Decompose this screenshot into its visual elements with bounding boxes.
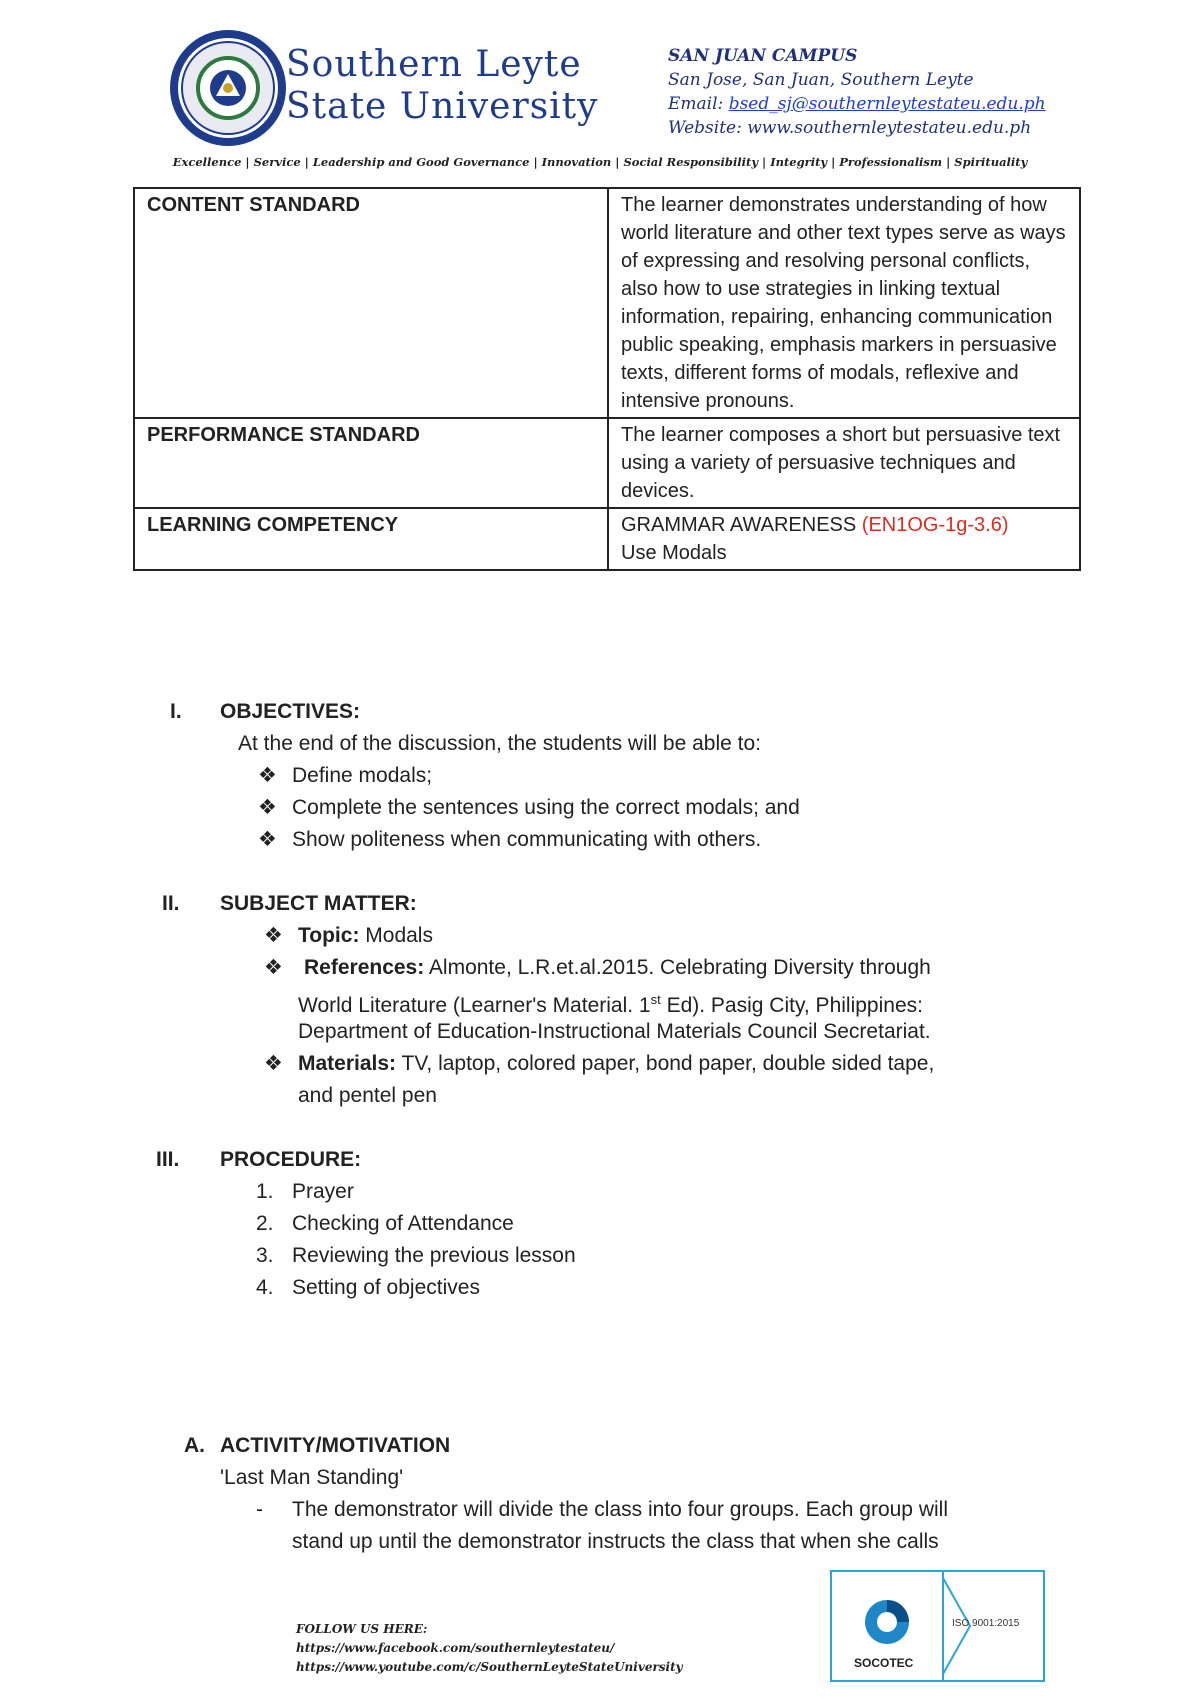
activity-dash: - [256,1498,263,1521]
procedure-number: III. [156,1148,180,1171]
performance-standard-text: The learner composes a short but persuasive text using a variety of persuasive techniques and devices. [608,418,1080,508]
campus-email [668,92,1046,116]
diamond-bullet-icon: ❖ [264,1052,283,1075]
references-item [304,952,931,984]
procedure-item-number: 3. [256,1244,274,1267]
procedure-item: Checking of Attendance [292,1212,514,1235]
diamond-bullet-icon: ❖ [264,924,283,947]
activity-line2: stand up until the demonstrator instructs the class that when she calls [292,1530,939,1553]
diamond-bullet-icon: ❖ [264,956,283,979]
objectives-number: I. [170,700,182,723]
diamond-bullet-icon: ❖ [258,764,277,787]
topic-label: Topic: [298,924,360,947]
follow-label: FOLLOW US HERE: [296,1622,428,1636]
university-name-line2: State University [286,86,599,127]
standards-table [133,187,1081,571]
objective-item: Define modals; [292,764,433,787]
activity-letter: A. [184,1434,205,1457]
topic-item [298,920,433,952]
core-values: Excellence | Service | Leadership and Good Governance | Innovation | Social Responsibility | Integrity | Professionalism | Spirituality [172,155,1028,169]
diamond-bullet-icon: ❖ [258,796,277,819]
procedure-title: PROCEDURE: [220,1148,362,1171]
table-row [134,188,1080,418]
campus-name: SAN JUAN CAMPUS [668,46,858,66]
objectives-title: OBJECTIVES: [220,700,361,723]
subject-matter-number: II. [162,892,180,915]
email-link[interactable]: bsed_sj@southernleytestateu.edu.ph [728,94,1046,114]
materials-label: Materials: [298,1052,397,1075]
university-seal-logo [168,28,288,148]
university-name-line1: Southern Leyte [286,44,582,85]
table-row [134,508,1080,570]
procedure-item: Setting of objectives [292,1276,480,1299]
references-line2-text: World Literature (Learner's Material. 1 [298,994,651,1017]
table-row [134,418,1080,508]
activity-title: ACTIVITY/MOTIVATION [220,1434,451,1457]
website-label: Website: [668,118,742,138]
objectives-intro: At the end of the discussion, the students will be able to: [238,732,761,755]
references-label: References: [304,956,425,979]
references-line1: Almonte, L.R.et.al.2015. Celebrating Diversity through [424,956,931,979]
references-line2-rest: Ed). Pasig City, Philippines: [660,994,923,1017]
references-superscript: st [650,992,661,1007]
materials-item [298,1048,934,1080]
diamond-bullet-icon: ❖ [258,828,277,851]
youtube-link[interactable]: https://www.youtube.com/c/SouthernLeyteStateUniversity [296,1660,683,1674]
topic-value: Modals [359,924,433,947]
procedure-item-number: 1. [256,1180,274,1203]
campus-address: San Jose, San Juan, Southern Leyte [668,70,974,90]
references-line3: Department of Education-Instructional Materials Council Secretariat. [298,1020,931,1043]
footer-social [296,1620,683,1677]
activity-name: 'Last Man Standing' [220,1466,404,1489]
campus-website [668,116,1046,140]
materials-line1: TV, laptop, colored paper, bond paper, double sided tape, [396,1052,935,1075]
learning-competency-label: LEARNING COMPETENCY [134,508,608,570]
iso-label: ISO 9001:2015 [952,1618,1020,1629]
procedure-item-number: 4. [256,1276,274,1299]
website-link[interactable]: www.southernleytestateu.edu.ph [747,118,1032,138]
email-label: Email: [668,94,724,114]
facebook-link[interactable]: https://www.facebook.com/southernleytestateu/ [296,1641,615,1655]
materials-line2: and pentel pen [298,1084,437,1107]
content-standard-text: The learner demonstrates understanding of how world literature and other text types serve as ways of expressing and resolving personal conflicts, also how to use strategies in linking textual information, repairing, enhancing communication public speaking, emphasis markers in persuasive texts, different forms of modals, reflexive and intensive pronouns. [608,188,1080,418]
campus-info [668,44,1046,140]
learning-competency-cell [608,508,1080,570]
certification-badge [830,1570,1046,1682]
objective-item: Show politeness when communicating with others. [292,828,762,851]
activity-line1: The demonstrator will divide the class into four groups. Each group will [292,1498,948,1521]
socotec-label: SOCOTEC [854,1656,914,1670]
objective-item: Complete the sentences using the correct modals; and [292,796,800,819]
competency-title: GRAMMAR AWARENESS [621,514,862,536]
procedure-item: Prayer [292,1180,354,1203]
letterhead [0,0,1200,180]
performance-standard-label: PERFORMANCE STANDARD [134,418,608,508]
competency-code: (EN1OG-1g-3.6) [861,514,1009,536]
subject-matter-title: SUBJECT MATTER: [220,892,417,915]
content-standard-label: CONTENT STANDARD [134,188,608,418]
procedure-item: Reviewing the previous lesson [292,1244,576,1267]
competency-detail: Use Modals [621,542,727,564]
procedure-item-number: 2. [256,1212,274,1235]
university-name [286,44,599,128]
